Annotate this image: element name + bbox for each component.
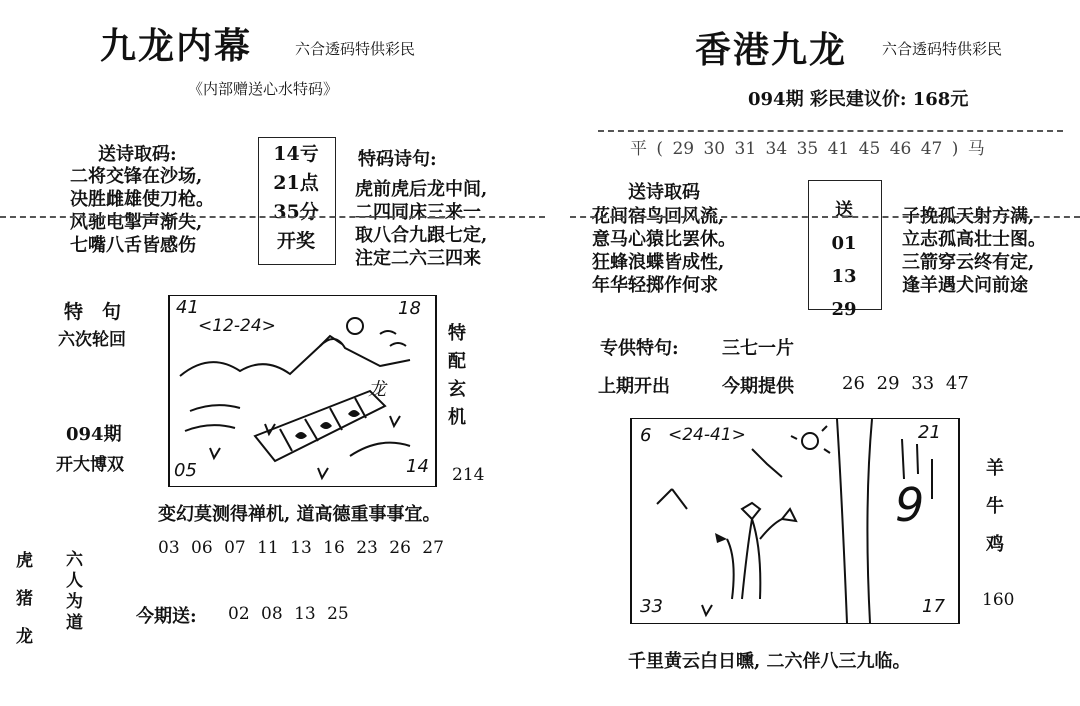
box-line: 送 (835, 200, 853, 221)
poem-line: 七嘴八舌皆感伤 (70, 235, 196, 256)
left-liuci: 六次轮回 (58, 330, 126, 350)
animal-char: 鸡 (986, 534, 1004, 555)
left-poem-1 (70, 165, 214, 257)
right-sketch-range: <24-41> (668, 425, 746, 445)
box-line: 13 (831, 266, 857, 287)
box-line: 29 (831, 299, 857, 320)
poem-line: 子挽孤天射方满, (902, 206, 1035, 227)
vertical-char: 玄 (448, 379, 466, 400)
right-faded-row: 平 ( 29 30 31 34 35 41 45 46 47 ) 马 (630, 139, 985, 159)
left-sketch-num-br: 14 (406, 456, 429, 477)
right-animals (986, 450, 1004, 564)
animal-char: 虎 (16, 551, 33, 571)
right-special-value: 三七一片 (722, 338, 794, 359)
left-title: 九龙内幕 (100, 25, 253, 67)
poem-line: 决胜雌雄使刀枪。 (70, 189, 214, 210)
left-inner-tagline: 《内部赠送心水特码》 (188, 80, 339, 98)
left-liuren (66, 550, 83, 634)
poem-line: 三箭穿云终有定, (902, 252, 1035, 273)
right-sketch-num-tl: 6 (640, 425, 652, 446)
left-proverb: 变幻莫测得禅机, 道高德重事事宜。 (158, 504, 441, 525)
right-song-label: 送诗取码 (628, 182, 700, 203)
vertical-char: 特 (448, 323, 466, 344)
right-special-label: 专供特句: (600, 338, 679, 359)
animal-char: 羊 (986, 458, 1004, 479)
right-proverb: 千里黄云白日曛, 二六伴八三九临。 (628, 651, 911, 672)
left-today-nums: 02 08 13 25 (228, 604, 349, 624)
box-line: 01 (831, 233, 857, 254)
right-provide-nums: 26 29 33 47 (842, 373, 969, 394)
poem-line: 狂蜂浪蝶皆成性, (592, 252, 725, 273)
right-sketch-num-bl: 33 (640, 596, 663, 617)
right-poem-1 (592, 205, 736, 297)
left-sketch-num-tr: 18 (398, 298, 421, 319)
vertical-char: 道 (66, 613, 83, 633)
left-animals (16, 542, 33, 656)
box-line: 35分 (273, 201, 319, 223)
left-sketch-long: 龙 (368, 379, 386, 400)
poem-line: 虎前虎后龙中间, (355, 179, 488, 200)
scan-divider (598, 130, 1063, 132)
poem-line: 注定二六三四来 (355, 248, 481, 269)
poem-line: 取八合九跟七定, (355, 225, 488, 246)
poem-line: 二将交锋在沙场, (70, 166, 203, 187)
scan-divider (0, 216, 545, 218)
left-teju-label: 特 句 (64, 301, 122, 323)
right-sketch-num-br: 17 (922, 596, 945, 617)
animal-char: 猪 (16, 589, 33, 609)
scan-divider (570, 216, 1080, 218)
poem-line: 年华轻掷作何求 (592, 275, 718, 296)
animal-char: 牛 (986, 496, 1004, 517)
poem-line: 逢羊遇犬问前途 (902, 275, 1028, 296)
poem-line: 意马心猿比罢休。 (592, 229, 736, 250)
right-code-box-text (808, 194, 880, 326)
poem-line: 二四同床三来一 (355, 202, 481, 223)
right-num-160: 160 (982, 590, 1015, 610)
vertical-char: 配 (448, 351, 466, 372)
poem-line: 风驰电掣声渐失, (70, 212, 203, 233)
left-tema-label: 特码诗句: (358, 149, 437, 170)
right-last-label: 上期开出 (598, 376, 670, 397)
left-poem-2 (355, 178, 487, 270)
animal-char: 龙 (16, 627, 33, 647)
right-sketch-nine: 9 (895, 478, 925, 532)
left-sketch-num-tl: 41 (176, 297, 199, 318)
left-song-label: 送诗取码: (98, 144, 177, 165)
left-issue: 094期 (66, 424, 122, 445)
left-vertical-text (448, 320, 466, 432)
right-issue-line: 094期 彩民建议价: 168元 (748, 89, 969, 110)
right-sketch-num-tr: 21 (918, 422, 941, 443)
left-sketch-range: <12-24> (198, 316, 276, 336)
right-poem-2 (902, 205, 1046, 297)
left-kaida: 开大博双 (56, 455, 124, 475)
right-subtitle: 六合透码特供彩民 (882, 40, 1003, 58)
box-line: 21点 (273, 172, 319, 194)
vertical-char: 为 (66, 592, 83, 612)
left-today-label: 今期送: (136, 606, 197, 627)
vertical-char: 六 (66, 550, 83, 570)
left-subtitle: 六合透码特供彩民 (295, 40, 416, 58)
right-provide-label: 今期提供 (722, 376, 794, 397)
right-title: 香港九龙 (695, 29, 848, 71)
box-line: 14亏 (273, 143, 319, 165)
poem-line: 立志孤高壮士图。 (902, 229, 1046, 250)
box-line: 开奖 (276, 230, 315, 252)
vertical-char: 人 (66, 571, 83, 591)
vertical-char: 机 (448, 407, 466, 428)
left-numbers: 03 06 07 11 13 16 23 26 27 (158, 538, 444, 558)
left-sketch-num-bl: 05 (174, 460, 197, 481)
left-num-214: 214 (452, 465, 485, 485)
left-code-box-text (258, 140, 334, 256)
poem-line: 花间宿鸟回风流, (592, 206, 725, 227)
